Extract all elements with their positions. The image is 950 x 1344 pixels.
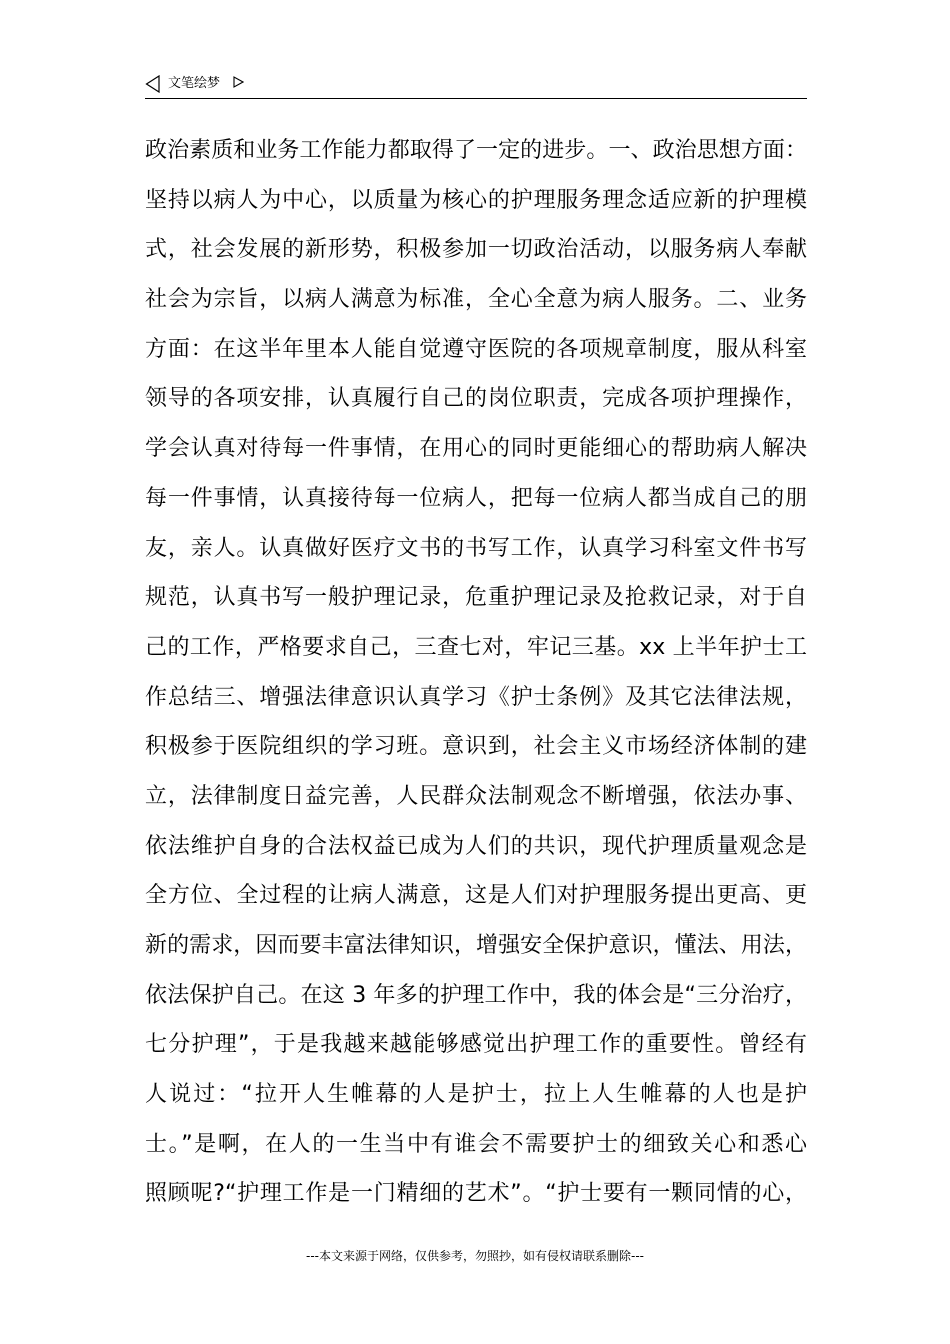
body-line: 政治素质和业务工作能力都取得了一定的进步。一、政治思想方面： (145, 138, 807, 163)
body-line: 照顾呢?“护理工作是一门精细的艺术”。“护士要有一颗同情的心， (145, 1181, 807, 1207)
body-line: 新的需求，因而要丰富法律知识，增强安全保护意识，懂法、用法， (145, 933, 807, 958)
body-line: 依法保护自己。在这 3 年多的护理工作中，我的体会是“三分治疗， (145, 982, 807, 1008)
body-line: 七分护理”，于是我越来越能够感觉出护理工作的重要性。曾经有 (145, 1032, 807, 1058)
body-line: 己的工作，严格要求自己，三查七对，牢记三基。xx 上半年护士工 (145, 634, 807, 660)
body-line: 每一件事情，认真接待每一位病人，把每一位病人都当成自己的朋 (145, 485, 807, 511)
body-line: 依法维护自身的合法权益已成为人们的共识，现代护理质量观念是 (145, 833, 807, 859)
header-title: 文笔绘梦 (168, 76, 221, 91)
triangle-left-icon (145, 75, 161, 93)
body-line: 式，社会发展的新形势，积极参加一切政治活动，以服务病人奉献 (145, 237, 807, 263)
body-line: 作总结三、增强法律意识认真学习《护士条例》及其它法律法规， (145, 684, 807, 710)
body-line: 学会认真对待每一件事情，在用心的同时更能细心的帮助病人解决 (145, 436, 807, 462)
body-line: 全方位、全过程的让病人满意，这是人们对护理服务提出更高、更 (145, 883, 807, 909)
body-line: 社会为宗旨，以病人满意为标准，全心全意为病人服务。二、业务 (145, 287, 807, 313)
body-line: 友，亲人。认真做好医疗文书的书写工作，认真学习科室文件书写 (145, 535, 807, 561)
body-line: 人说过：“拉开人生帷幕的人是护士，拉上人生帷幕的人也是护 (145, 1082, 807, 1108)
body-line: 立，法律制度日益完善，人民群众法制观念不断增强，依法办事、 (145, 783, 807, 809)
body-line: 士。”是啊，在人的一生当中有谁会不需要护士的细致关心和悉心 (145, 1131, 807, 1157)
page-footer: ---本文来源于网络，仅供参考，勿照抄，如有侵权请联系删除--- (306, 1249, 644, 1263)
document-body (145, 126, 807, 1219)
body-line: 积极参于医院组织的学习班。意识到，社会主义市场经济体制的建 (145, 734, 807, 760)
triangle-right-icon (233, 76, 244, 88)
body-line: 坚持以病人为中心，以质量为核心的护理服务理念适应新的护理模 (145, 187, 807, 213)
body-line: 方面：在这半年里本人能自觉遵守医院的各项规章制度，服从科室 (145, 336, 807, 362)
body-line: 领导的各项安排，认真履行自己的岗位职责，完成各项护理操作， (145, 386, 807, 412)
body-line: 规范，认真书写一般护理记录，危重护理记录及抢救记录，对于自 (145, 585, 807, 611)
page-header (145, 74, 807, 99)
